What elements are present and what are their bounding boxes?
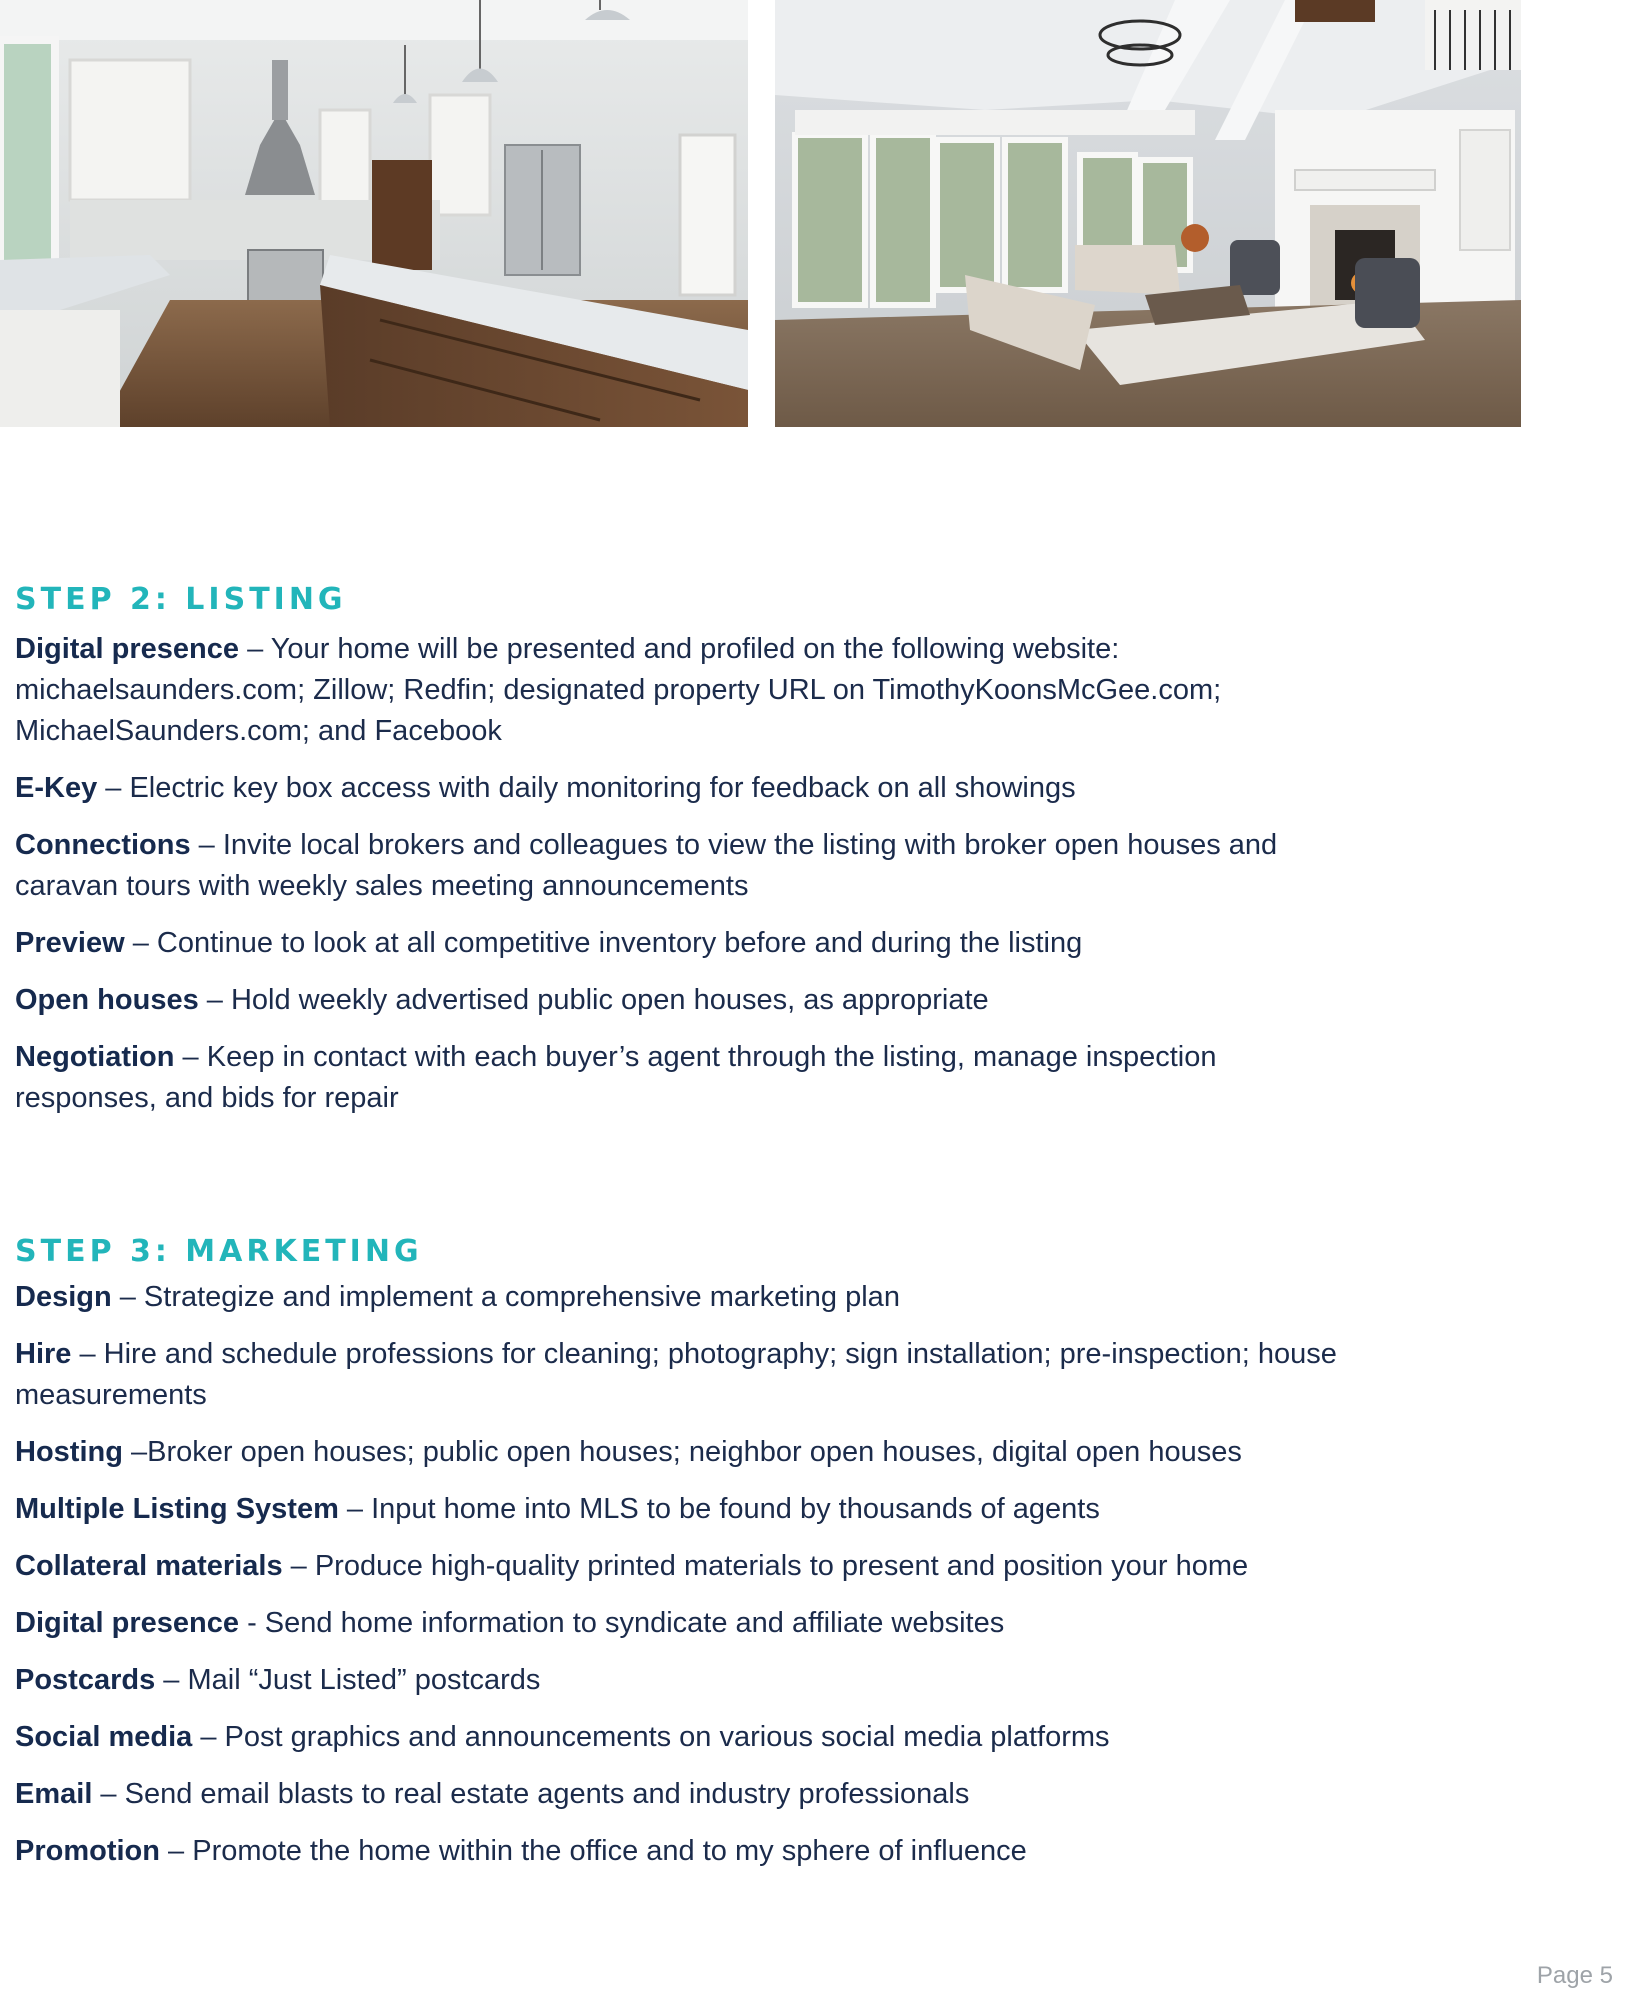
- item-description: – Post graphics and announcements on various social media platforms: [192, 1721, 1110, 1753]
- page-number: Page 5: [1536, 1962, 1613, 1989]
- item-term: Multiple Listing System: [15, 1493, 339, 1525]
- item-description: – Hire and schedule professions for cleaning; photography; sign installation; pre-inspection; house measurements: [15, 1338, 1337, 1411]
- item-term: Postcards: [15, 1664, 156, 1696]
- listing-item: [15, 923, 1355, 964]
- item-term: Hosting: [15, 1436, 123, 1468]
- listing-item: [15, 825, 1355, 907]
- item-term: Digital presence: [15, 633, 240, 665]
- item-description: – Mail “Just Listed” postcards: [155, 1664, 541, 1696]
- listing-item: [15, 1037, 1355, 1119]
- item-term: Collateral materials: [15, 1550, 283, 1582]
- item-description: – Promote the home within the office and to my sphere of influence: [160, 1835, 1027, 1867]
- marketing-item: [15, 1774, 1355, 1815]
- listing-section: [15, 578, 1355, 1135]
- item-description: – Your home will be presented and profiled on the following website: michaelsaunders.com; Zillow; Redfin; designated property URL on TimothyKoonsMcGee.com; MichaelSaunders.com; and Facebook: [15, 633, 1222, 747]
- item-description: – Send email blasts to real estate agents and industry professionals: [92, 1778, 970, 1810]
- marketing-heading: STEP 3: MARKETING: [15, 1234, 423, 1269]
- item-description: – Invite local brokers and colleagues to view the listing with broker open houses and caravan tours with weekly sales meeting announcements: [15, 829, 1278, 902]
- item-term: Promotion: [15, 1835, 160, 1867]
- item-term: Preview: [15, 927, 125, 959]
- marketing-item: [15, 1603, 1355, 1644]
- listing-heading: STEP 2: LISTING: [15, 582, 347, 617]
- item-term: Social media: [15, 1721, 193, 1753]
- item-description: – Input home into MLS to be found by thousands of agents: [338, 1493, 1100, 1525]
- item-term: Open houses: [15, 984, 199, 1016]
- item-description: –Broker open houses; public open houses; neighbor open houses, digital open houses: [122, 1436, 1242, 1468]
- item-description: – Hold weekly advertised public open houses, as appropriate: [198, 984, 989, 1016]
- marketing-item: [15, 1489, 1355, 1530]
- marketing-item: [15, 1660, 1355, 1701]
- item-description: – Continue to look at all competitive inventory before and during the listing: [124, 927, 1083, 959]
- marketing-item: [15, 1717, 1355, 1758]
- marketing-item: [15, 1432, 1355, 1473]
- item-description: – Strategize and implement a comprehensive marketing plan: [111, 1281, 900, 1313]
- item-term: Connections: [15, 829, 191, 861]
- item-term: Hire: [15, 1338, 72, 1370]
- marketing-section: [15, 1230, 1355, 1888]
- marketing-item: [15, 1546, 1355, 1587]
- kitchen-illustration: [0, 0, 748, 427]
- item-term: Email: [15, 1778, 93, 1810]
- item-term: Negotiation: [15, 1041, 175, 1073]
- item-description: - Send home information to syndicate and affiliate websites: [239, 1607, 1005, 1639]
- item-description: – Electric key box access with daily monitoring for feedback on all showings: [97, 772, 1076, 804]
- marketing-item: [15, 1831, 1355, 1872]
- marketing-item: [15, 1277, 1355, 1318]
- item-term: E-Key: [15, 772, 98, 804]
- item-description: – Produce high-quality printed materials to present and position your home: [282, 1550, 1249, 1582]
- item-term: Digital presence: [15, 1607, 240, 1639]
- living-room-illustration: [775, 0, 1521, 427]
- listing-item: [15, 768, 1355, 809]
- kitchen-photo: [0, 0, 748, 427]
- listing-item: [15, 980, 1355, 1021]
- marketing-item: [15, 1334, 1355, 1416]
- listing-item: [15, 629, 1355, 752]
- item-description: – Keep in contact with each buyer’s agent through the listing, manage inspection responses, and bids for repair: [15, 1041, 1217, 1114]
- living-room-photo: [775, 0, 1521, 427]
- item-term: Design: [15, 1281, 112, 1313]
